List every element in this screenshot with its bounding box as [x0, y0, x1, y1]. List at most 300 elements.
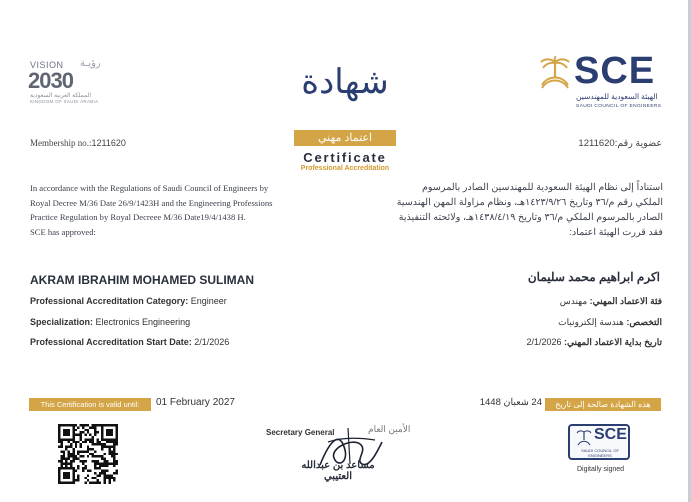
detail-value: Engineer: [190, 296, 227, 306]
qr-module: [68, 424, 70, 426]
qr-module: [87, 474, 89, 476]
qr-module: [63, 429, 65, 431]
qr-module: [82, 441, 84, 443]
qr-module: [72, 434, 74, 436]
qr-module: [65, 477, 67, 479]
qr-module: [70, 467, 72, 469]
qr-module: [106, 424, 108, 426]
qr-module: [58, 429, 60, 431]
title-subtitle: Professional Accreditation: [300, 165, 390, 172]
qr-module: [77, 479, 79, 481]
qr-module: [94, 472, 96, 474]
qr-module: [94, 443, 96, 445]
qr-module: [94, 482, 96, 484]
qr-module: [63, 472, 65, 474]
detail-label: فئة الاعتماد المهني:: [589, 296, 662, 306]
qr-module: [82, 426, 84, 428]
qr-module: [108, 446, 110, 448]
detail-label: Professional Accreditation Category:: [30, 296, 189, 306]
qr-module: [58, 479, 60, 481]
qr-module: [116, 426, 118, 428]
qr-module: [63, 467, 65, 469]
detail-specialization-en: [30, 317, 190, 327]
qr-module: [87, 446, 89, 448]
qr-module: [72, 436, 74, 438]
qr-module: [58, 477, 60, 479]
qr-module: [63, 458, 65, 460]
detail-label: تاريخ بداية الاعتماد المهني:: [564, 337, 662, 347]
qr-module: [106, 441, 108, 443]
qr-module: [116, 424, 118, 426]
qr-module: [75, 446, 77, 448]
qr-module: [58, 438, 60, 440]
qr-module: [96, 424, 98, 426]
qr-module: [104, 453, 106, 455]
qr-module: [63, 482, 65, 484]
qr-module: [72, 460, 74, 462]
qr-module: [92, 436, 94, 438]
qr-module: [101, 424, 103, 426]
qr-module: [113, 424, 115, 426]
qr-module: [94, 462, 96, 464]
qr-module: [60, 424, 62, 426]
qr-module: [111, 424, 113, 426]
qr-module: [108, 462, 110, 464]
detail-category-ar: [432, 296, 662, 307]
qr-module: [70, 482, 72, 484]
qr-module: [113, 450, 115, 452]
qr-module: [94, 450, 96, 452]
vision-2030-logo: [28, 58, 108, 108]
qr-module: [80, 434, 82, 436]
qr-module: [68, 462, 70, 464]
membership-number-en: 1211620: [91, 138, 126, 148]
qr-module: [58, 426, 60, 428]
qr-module: [60, 443, 62, 445]
qr-module: [72, 472, 74, 474]
qr-module: [63, 450, 65, 452]
qr-module: [65, 438, 67, 440]
qr-module: [60, 465, 62, 467]
validity-date-en: 01 February 2027: [156, 397, 235, 408]
qr-module: [92, 438, 94, 440]
qr-module: [116, 462, 118, 464]
qr-module: [68, 434, 70, 436]
qr-module: [111, 441, 113, 443]
qr-module: [89, 426, 91, 428]
qr-module: [77, 458, 79, 460]
vision-year: 2030: [28, 68, 73, 93]
qr-module: [111, 477, 113, 479]
qr-module: [77, 453, 79, 455]
qr-code[interactable]: [58, 424, 118, 484]
membership-en: [30, 138, 126, 148]
qr-module: [63, 431, 65, 433]
qr-module: [80, 436, 82, 438]
qr-module: [101, 431, 103, 433]
qr-module: [113, 462, 115, 464]
qr-module: [104, 474, 106, 476]
qr-module: [58, 446, 60, 448]
paragraph-en-line: In accordance with the Regulations of Saudi Council of Engineers by: [30, 183, 269, 193]
qr-module: [84, 434, 86, 436]
qr-module: [104, 479, 106, 481]
paragraph-ar-line: الملكي رقم م/٣٦ وتاريخ ١٤٢٣/٩/٢٦هـ، ونظام مزاولة المهن الهندسية: [396, 197, 663, 208]
qr-module: [72, 424, 74, 426]
qr-module: [70, 455, 72, 457]
digital-sce-logo: [568, 424, 630, 460]
qr-module: [94, 467, 96, 469]
qr-module: [60, 455, 62, 457]
qr-module: [65, 431, 67, 433]
qr-module: [72, 477, 74, 479]
qr-module: [68, 458, 70, 460]
qr-module: [104, 460, 106, 462]
qr-module: [68, 429, 70, 431]
qr-module: [108, 441, 110, 443]
qr-module: [65, 424, 67, 426]
qr-module: [106, 477, 108, 479]
qr-module: [89, 434, 91, 436]
qr-module: [101, 436, 103, 438]
qr-module: [65, 462, 67, 464]
qr-module: [106, 470, 108, 472]
qr-module: [80, 443, 82, 445]
sce-logo: [536, 50, 666, 114]
title-arabic: شهادة: [301, 62, 389, 102]
qr-module: [104, 470, 106, 472]
qr-module: [70, 453, 72, 455]
detail-category-en: [30, 296, 227, 306]
qr-module: [63, 453, 65, 455]
qr-module: [68, 472, 70, 474]
qr-module: [94, 426, 96, 428]
qr-module: [104, 443, 106, 445]
qr-module: [101, 429, 103, 431]
sce-abbr: SCE: [574, 50, 656, 92]
qr-module: [84, 450, 86, 452]
qr-module: [106, 465, 108, 467]
qr-module: [113, 438, 115, 440]
qr-module: [82, 467, 84, 469]
qr-module: [99, 467, 101, 469]
qr-module: [70, 465, 72, 467]
detail-value: 2/1/2026: [194, 337, 230, 347]
qr-module: [96, 462, 98, 464]
qr-module: [99, 455, 101, 457]
qr-module: [72, 474, 74, 476]
qr-module: [113, 446, 115, 448]
qr-module: [113, 441, 115, 443]
qr-module: [75, 434, 77, 436]
qr-module: [72, 448, 74, 450]
qr-module: [113, 479, 115, 481]
qr-module: [82, 470, 84, 472]
sce-arabic-name: الهيئة السعودية للمهندسين: [576, 92, 658, 101]
qr-module: [58, 431, 60, 433]
qr-module: [65, 482, 67, 484]
secretary-name-ar: مساعد بن عبدالله العتيبي: [301, 460, 375, 482]
qr-module: [113, 460, 115, 462]
qr-module: [116, 441, 118, 443]
qr-module: [65, 446, 67, 448]
qr-module: [60, 438, 62, 440]
qr-module: [63, 462, 65, 464]
qr-module: [111, 450, 113, 452]
qr-module: [104, 477, 106, 479]
qr-module: [65, 474, 67, 476]
qr-module: [84, 482, 86, 484]
qr-module: [99, 462, 101, 464]
secretary-title-en: Secretary General: [266, 428, 335, 437]
qr-module: [99, 424, 101, 426]
qr-module: [80, 455, 82, 457]
qr-module: [113, 448, 115, 450]
qr-module: [77, 477, 79, 479]
qr-module: [65, 434, 67, 436]
qr-module: [111, 474, 113, 476]
vision-sub-en: KINGDOM OF SAUDI ARABIA: [30, 99, 99, 104]
qr-module: [72, 441, 74, 443]
palm-swords-icon: [538, 56, 572, 92]
qr-module: [101, 434, 103, 436]
qr-module: [60, 482, 62, 484]
qr-module: [111, 429, 113, 431]
qr-module: [65, 458, 67, 460]
qr-module: [108, 431, 110, 433]
qr-module: [58, 482, 60, 484]
qr-module: [96, 441, 98, 443]
palm-swords-icon: [576, 429, 592, 447]
qr-module: [84, 424, 86, 426]
vision-arabic: رؤيـة: [80, 58, 101, 69]
detail-label: التخصص:: [626, 317, 662, 327]
qr-module: [89, 453, 91, 455]
qr-module: [94, 465, 96, 467]
qr-module: [92, 424, 94, 426]
qr-module: [87, 429, 89, 431]
membership-label-ar: عضوية رقم:: [614, 138, 662, 149]
qr-module: [96, 482, 98, 484]
qr-module: [70, 424, 72, 426]
qr-module: [70, 438, 72, 440]
qr-module: [72, 467, 74, 469]
qr-module: [87, 450, 89, 452]
qr-module: [68, 450, 70, 452]
paragraph-en-line: SCE has approved:: [30, 226, 96, 237]
qr-module: [65, 467, 67, 469]
qr-module: [104, 465, 106, 467]
qr-module: [99, 443, 101, 445]
qr-module: [106, 460, 108, 462]
qr-module: [101, 443, 103, 445]
qr-module: [94, 477, 96, 479]
qr-module: [116, 438, 118, 440]
qr-module: [116, 470, 118, 472]
qr-module: [92, 448, 94, 450]
title-english: Certificate: [303, 150, 387, 165]
detail-start-date-en: [30, 337, 229, 347]
qr-module: [101, 455, 103, 457]
qr-module: [96, 431, 98, 433]
qr-module: [87, 438, 89, 440]
qr-module: [111, 455, 113, 457]
qr-module: [58, 436, 60, 438]
qr-module: [82, 450, 84, 452]
qr-module: [94, 424, 96, 426]
qr-module: [111, 438, 113, 440]
qr-module: [58, 470, 60, 472]
qr-module: [60, 462, 62, 464]
qr-module: [77, 450, 79, 452]
qr-module: [92, 426, 94, 428]
qr-module: [116, 431, 118, 433]
qr-module: [72, 458, 74, 460]
title-badge-arabic: اعتماد مهني: [294, 130, 396, 146]
qr-module: [108, 482, 110, 484]
qr-module: [82, 462, 84, 464]
digital-sce-abbr: SCE: [594, 426, 627, 443]
qr-module: [58, 472, 60, 474]
qr-module: [106, 438, 108, 440]
qr-module: [104, 482, 106, 484]
qr-module: [80, 446, 82, 448]
qr-module: [58, 441, 60, 443]
qr-module: [113, 453, 115, 455]
qr-module: [72, 438, 74, 440]
qr-module: [116, 436, 118, 438]
qr-module: [82, 424, 84, 426]
qr-module: [101, 446, 103, 448]
qr-module: [75, 443, 77, 445]
sce-english-name: SAUDI COUNCIL OF ENGINEERS: [576, 104, 662, 109]
qr-module: [108, 438, 110, 440]
qr-module: [68, 467, 70, 469]
paragraph-ar-line: الصادر بالمرسوم الملكي م/٣٦ وتاريخ ١٤٣٨/٤/١٩هـ، ولائحته التنفيذية: [398, 212, 663, 223]
qr-module: [65, 465, 67, 467]
qr-module: [99, 474, 101, 476]
qr-module: [113, 477, 115, 479]
qr-module: [65, 472, 67, 474]
qr-module: [89, 448, 91, 450]
qr-module: [108, 450, 110, 452]
vision-sub-ar: المملكة العربية السعودية: [30, 93, 92, 99]
qr-module: [101, 458, 103, 460]
paragraph-ar-line: استناداً إلى نظام الهيئة السعودية للمهندسين الصادر بالمرسوم: [421, 182, 663, 193]
qr-module: [101, 470, 103, 472]
qr-module: [58, 474, 60, 476]
qr-module: [116, 443, 118, 445]
qr-module: [104, 458, 106, 460]
detail-label: Specialization:: [30, 317, 94, 327]
paragraph-en-line: Royal Decree M/36 Date 26/9/1423H and the Engineering Professions: [30, 197, 273, 208]
membership-number-ar: 1211620: [578, 138, 615, 149]
qr-module: [108, 448, 110, 450]
detail-label: Professional Accreditation Start Date:: [30, 337, 192, 347]
qr-module: [96, 438, 98, 440]
qr-module: [101, 448, 103, 450]
qr-module: [84, 465, 86, 467]
qr-module: [89, 470, 91, 472]
qr-module: [111, 462, 113, 464]
qr-module: [106, 446, 108, 448]
qr-module: [72, 479, 74, 481]
qr-module: [80, 460, 82, 462]
qr-module: [84, 429, 86, 431]
qr-module: [106, 429, 108, 431]
qr-module: [104, 472, 106, 474]
qr-module: [113, 458, 115, 460]
qr-module: [80, 438, 82, 440]
qr-module: [84, 477, 86, 479]
qr-module: [72, 482, 74, 484]
qr-module: [68, 453, 70, 455]
detail-value: Electronics Engineering: [95, 317, 191, 327]
qr-module: [58, 460, 60, 462]
qr-module: [113, 465, 115, 467]
qr-module: [82, 460, 84, 462]
qr-module: [77, 426, 79, 428]
qr-module: [104, 424, 106, 426]
paragraph-english: [30, 181, 330, 239]
qr-module: [87, 448, 89, 450]
qr-module: [75, 455, 77, 457]
qr-module: [111, 446, 113, 448]
qr-module: [89, 438, 91, 440]
qr-module: [70, 446, 72, 448]
qr-module: [108, 424, 110, 426]
qr-module: [111, 431, 113, 433]
qr-module: [99, 482, 101, 484]
qr-module: [60, 460, 62, 462]
qr-module: [92, 441, 94, 443]
qr-module: [108, 474, 110, 476]
qr-module: [94, 429, 96, 431]
qr-module: [68, 455, 70, 457]
qr-module: [94, 455, 96, 457]
qr-module: [101, 462, 103, 464]
qr-module: [87, 431, 89, 433]
qr-module: [72, 429, 74, 431]
holder-name-en: AKRAM IBRAHIM MOHAMED SULIMAN: [30, 273, 254, 287]
vision-latin: VISION: [30, 60, 64, 70]
qr-module: [106, 462, 108, 464]
qr-module: [68, 446, 70, 448]
qr-module: [60, 446, 62, 448]
qr-module: [75, 479, 77, 481]
qr-module: [94, 434, 96, 436]
qr-module: [104, 438, 106, 440]
qr-module: [58, 424, 60, 426]
qr-module: [101, 465, 103, 467]
qr-module: [116, 429, 118, 431]
validity-label-ar: هذه الشهادة صالحة إلى تاريخ: [545, 398, 661, 411]
qr-module: [68, 474, 70, 476]
qr-module: [111, 453, 113, 455]
qr-module: [87, 470, 89, 472]
qr-module: [82, 455, 84, 457]
detail-value: 2/1/2026: [526, 337, 562, 347]
digital-sce-text: SAUDI COUNCIL OF ENGINEERS: [581, 448, 619, 458]
validity-date-ar: 24 شعبان 1448: [479, 397, 542, 408]
qr-module: [111, 434, 113, 436]
qr-module: [70, 460, 72, 462]
qr-module: [70, 462, 72, 464]
detail-value: هندسة إلكترونيات: [558, 317, 624, 327]
qr-module: [104, 446, 106, 448]
qr-module: [75, 424, 77, 426]
qr-module: [106, 474, 108, 476]
